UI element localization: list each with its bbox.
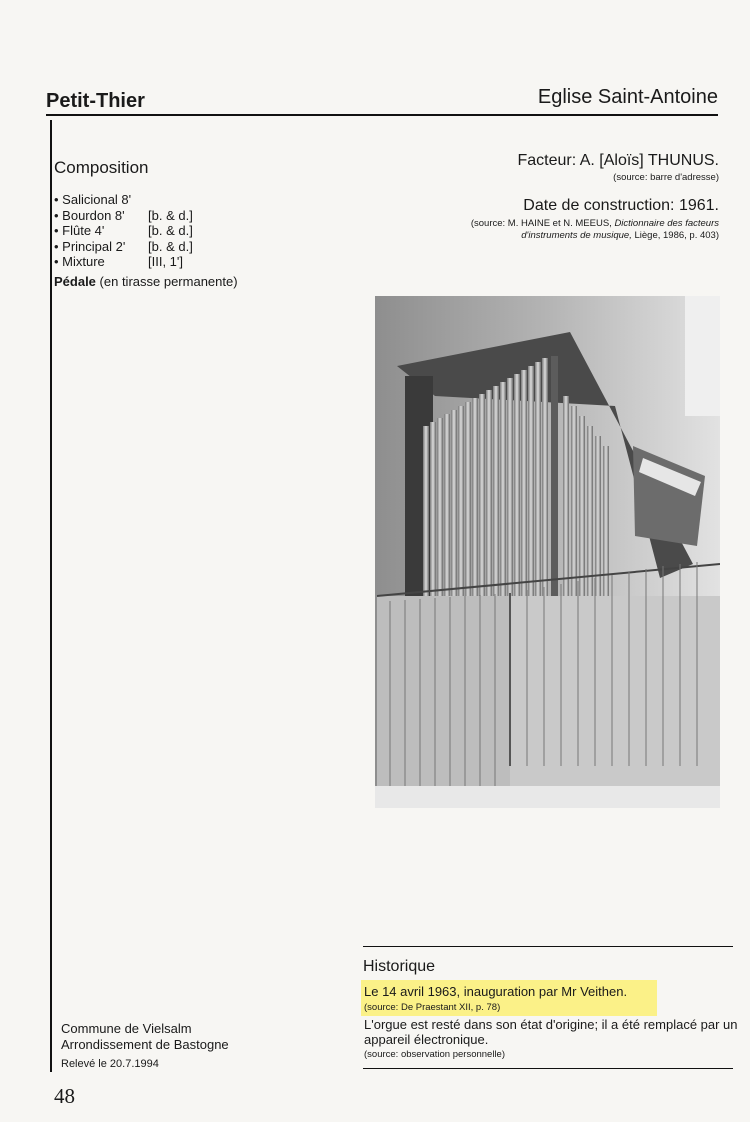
header-rule xyxy=(46,114,718,116)
location-block xyxy=(61,1021,229,1053)
commune-name: Commune de Vielsalm xyxy=(61,1021,192,1036)
stop-note: [b. & d.] xyxy=(148,207,193,223)
stop-name: • Principal 2' xyxy=(54,238,126,254)
builder-line xyxy=(517,152,719,170)
organ-photo xyxy=(375,296,720,808)
construction-source xyxy=(471,218,719,242)
arrondissement-name: Arrondissement de Bastogne xyxy=(61,1037,229,1052)
stop-name: • Bourdon 8' xyxy=(54,207,125,223)
stop-list xyxy=(54,192,193,270)
stop-row xyxy=(54,239,193,255)
builder-source: (source: barre d'adresse) xyxy=(613,172,719,183)
source-suffix: Liège, 1986, p. 403) xyxy=(634,230,719,241)
history-top-rule xyxy=(363,946,733,947)
builder-label: Facteur: xyxy=(517,152,577,169)
pedale-label: Pédale xyxy=(54,274,96,289)
history-bottom-rule xyxy=(363,1068,733,1069)
history-entry-state: L'orgue est resté dans son état d'origine; il a été remplacé par un appareil électronique. xyxy=(364,1017,738,1047)
stop-note: [b. & d.] xyxy=(148,223,193,238)
builder-value: A. [Aloïs] THUNUS. xyxy=(579,152,719,169)
source-prefix: (source: M. HAINE et N. MEEUS, xyxy=(470,218,612,229)
gallery-balustrade xyxy=(377,562,720,806)
church-title: Eglise Saint-Antoine xyxy=(537,86,718,108)
stop-note: [III, 1'] xyxy=(148,254,183,269)
stop-name: • Salicional 8' xyxy=(54,192,132,207)
construction-value: 1961. xyxy=(678,197,719,214)
page-number: 48 xyxy=(54,1084,75,1108)
history-entry-state-source: (source: observation personnelle) xyxy=(364,1049,505,1060)
pedale-line xyxy=(54,274,238,289)
stop-name: • Flûte 4' xyxy=(54,223,105,238)
village-title: Petit-Thier xyxy=(46,90,145,112)
history-entry-inauguration: Le 14 avril 1963, inauguration par Mr Veithen. xyxy=(364,984,628,999)
stop-name: • Mixture xyxy=(54,254,105,269)
source-title-a: Dictionnaire des facteurs xyxy=(614,218,719,229)
stop-row xyxy=(54,254,193,270)
stop-row xyxy=(54,223,193,239)
history-heading: Historique xyxy=(363,958,436,975)
construction-line xyxy=(523,197,719,215)
stop-row xyxy=(54,192,193,208)
left-margin-rule xyxy=(50,120,52,1072)
pedale-note: (en tirasse permanente) xyxy=(99,274,238,289)
stop-row xyxy=(54,208,193,224)
construction-label: Date de construction: xyxy=(523,197,675,214)
stop-note: [b. & d.] xyxy=(148,238,193,254)
survey-date: Relevé le 20.7.1994 xyxy=(61,1058,159,1070)
source-title-b: d'instruments de musique, xyxy=(521,230,632,241)
composition-heading: Composition xyxy=(54,158,149,177)
history-entry-inauguration-source: (source: De Praestant XII, p. 78) xyxy=(364,1002,501,1013)
